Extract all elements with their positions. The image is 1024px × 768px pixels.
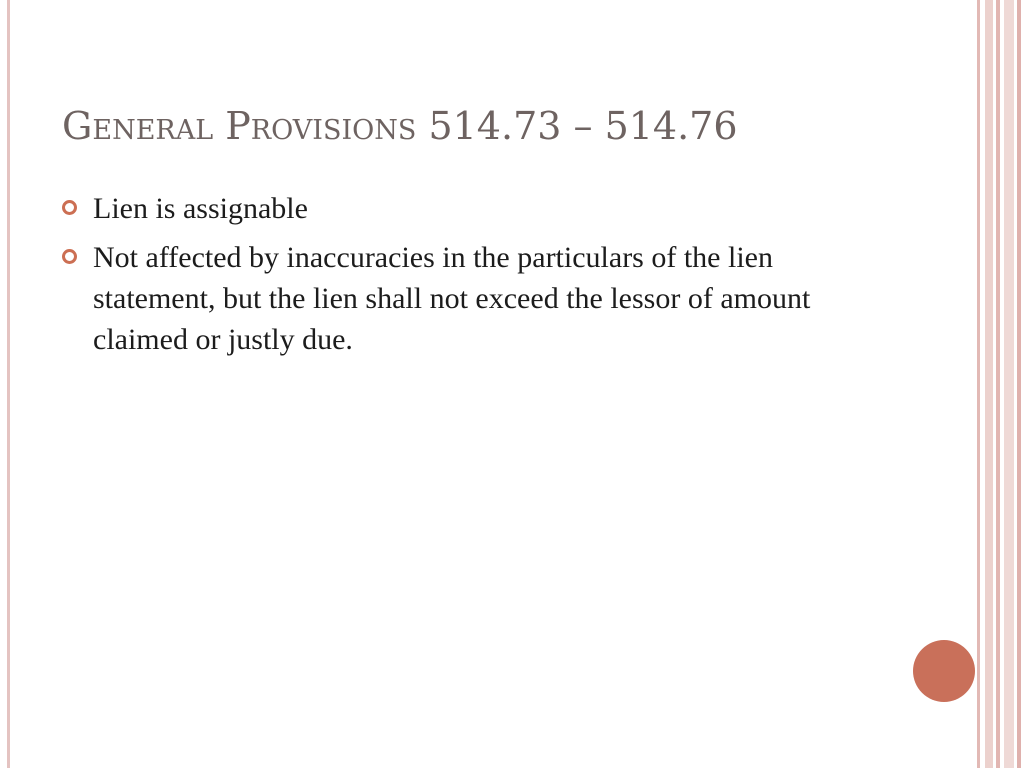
bullet-text: Lien is assignable xyxy=(93,192,308,225)
accent-circle xyxy=(913,640,975,702)
bullet-text: Not affected by inaccuracies in the particulars of the lien statement, but the lien shall not exceed the lessor of amount claimed or justly due. xyxy=(93,241,811,356)
right-decorative-stripes xyxy=(977,0,1024,768)
bullet-item xyxy=(62,237,882,360)
stripe xyxy=(996,0,1000,768)
slide-title: General Provisions 514.73 – 514.76 xyxy=(62,104,738,148)
stripe xyxy=(1004,0,1014,768)
stripe xyxy=(1017,0,1021,768)
stripe xyxy=(985,0,993,768)
bullet-item xyxy=(62,188,882,229)
bullet-list xyxy=(62,188,882,368)
stripe xyxy=(977,0,980,768)
bullet-ring-icon xyxy=(62,200,77,215)
left-border-rule xyxy=(7,0,10,768)
bullet-ring-icon xyxy=(62,249,77,264)
